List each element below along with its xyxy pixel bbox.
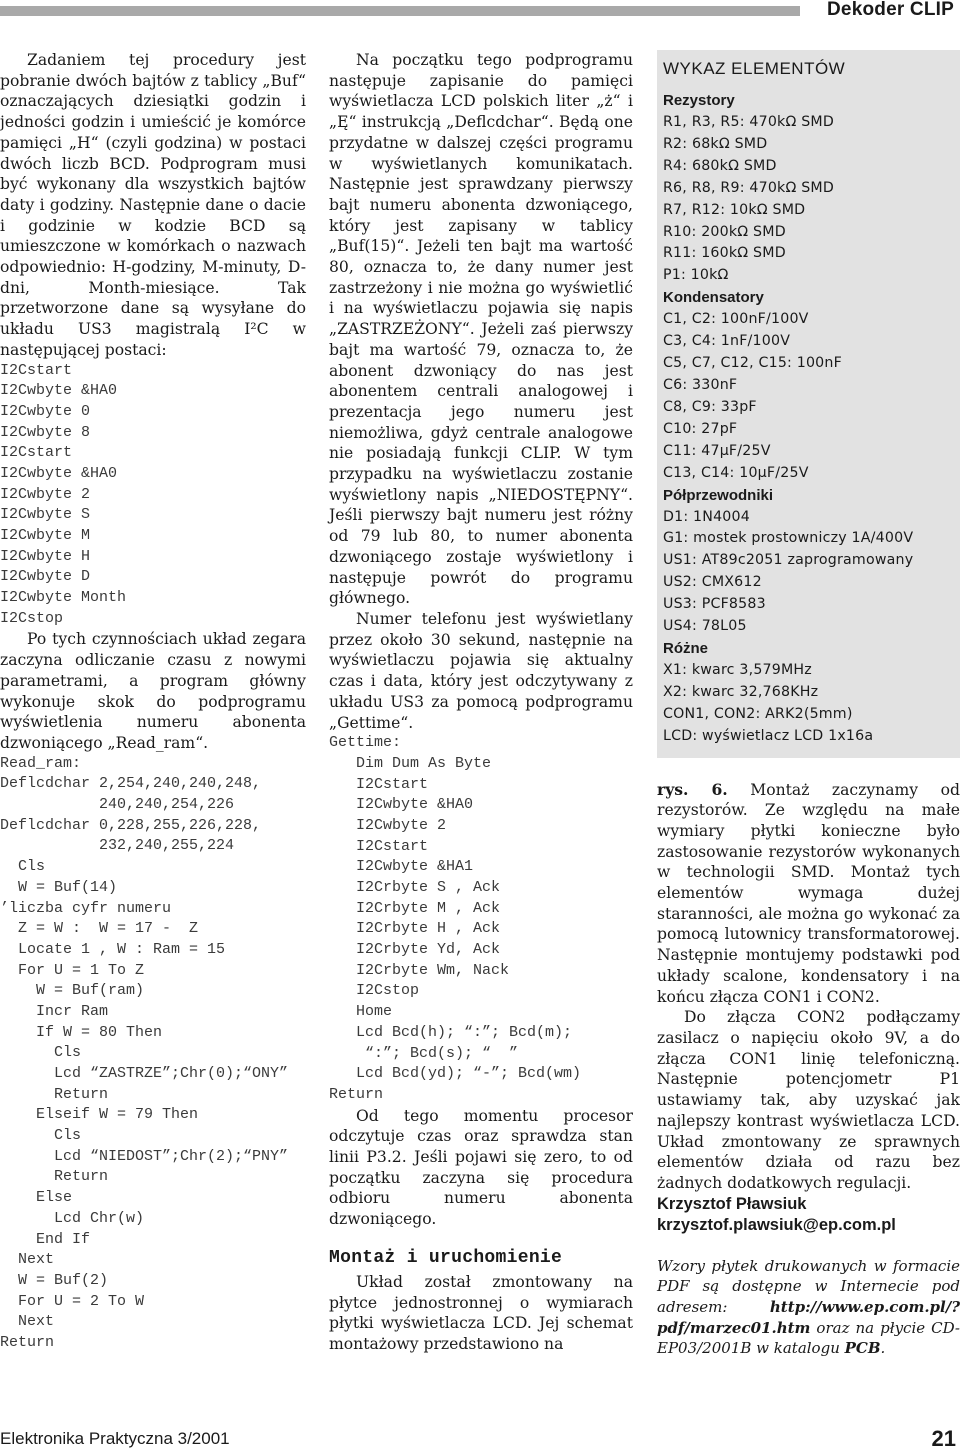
code-line: Else (0, 1189, 73, 1207)
parts-item: C10: 27pF (663, 420, 738, 437)
parts-item: R1, R3, R5: 470kΩ SMD (663, 114, 835, 130)
code-line: End If (0, 1230, 91, 1248)
note-url: http://www.ep.com.pl/?pdf/marzec01.htm (657, 1298, 960, 1337)
code-line: Lcd Bcd(yd); “-”; Bcd(wm) (329, 1065, 582, 1083)
code-line: Cls (0, 858, 46, 876)
note-dir: PCB (844, 1339, 881, 1358)
code-line: W = Buf(ram) (0, 982, 145, 1000)
parts-item: X1: kwarc 3,579MHz (663, 661, 812, 678)
code-line: Gettime: (329, 734, 402, 752)
pcb-download-note (657, 1256, 960, 1360)
code-line: I2Crbyte M , Ack (329, 899, 501, 917)
col2-paragraph-3: Od tego momentu procesor odczytuje czas oraz sprawdza stan linii P3.2. Jeśli pojawi się zero, to od początku zaczyna się procedura odbioru numeru abonenta dzwoniącego. (329, 1106, 633, 1229)
code-line: Next (0, 1313, 55, 1331)
code-line: I2Crbyte S , Ack (329, 879, 501, 897)
code-line: I2Crbyte Wm, Nack (329, 961, 510, 979)
code-line: I2Cwbyte &HA0 (0, 382, 118, 400)
author-name: Krzysztof Pławsiuk (657, 1194, 807, 1213)
col3-paragraph-2: Do złącza CON2 podłączamy zasilacz o napięciu około 9V, a do złącza CON1 linię telefoniczną. Następnie potencjometr P1 ustawiamy tak, aby uzyskać jak najlepszy kontrast wyświetlacza LCD. Układ zmontowany ze sprawnych elementów działa od razu bez żadnych dodatkowych regulacji. (657, 1008, 960, 1192)
code-line: 232,240,255,224 (0, 837, 235, 855)
code-line: Lcd “ZASTRZE”;Chr(0);“ONY” (0, 1065, 289, 1083)
code-line: Locate 1 , W : Ram = 15 (0, 940, 226, 958)
footer-magazine: Elektronika Praktyczna 3/2001 (0, 1429, 230, 1448)
parts-category: Różne (663, 639, 708, 657)
code-line: I2Cwbyte 0 (0, 402, 91, 420)
code-line: I2Cwbyte &HA1 (329, 858, 474, 876)
running-header-title: Dekoder CLIP (827, 0, 954, 20)
code-line: Incr Ram (0, 1002, 109, 1020)
parts-item: C8, C9: 33pF (663, 398, 757, 415)
code-line: I2Cstart (0, 444, 73, 462)
col1-paragraph-2: Po tych czynnościach układ zegara zaczyna odliczanie czasu z nowymi parametrami, a program główny wykonuje skok do podprogramu wyświetlenia numeru abonenta dzwoniącego „Read_ram“. (0, 630, 306, 752)
code-line: “:”; Bcd(s); “ ” (329, 1044, 519, 1062)
parts-item: LCD: wyświetlacz LCD 1x16a (663, 727, 874, 744)
parts-item: US4: 78L05 (663, 618, 747, 635)
col1-code-block-1 (0, 361, 306, 630)
parts-item: C5, C7, C12, C15: 100nF (663, 355, 842, 372)
parts-list-groups (663, 90, 954, 748)
figure-ref: rys. 6. (657, 779, 728, 799)
code-line: I2Cstart (329, 775, 429, 793)
column-3 (657, 50, 960, 1359)
code-line: Z = W : W = 17 - Z (0, 920, 199, 938)
code-line: Elseif W = 79 Then (0, 1106, 199, 1124)
code-line: Read_ram: (0, 754, 82, 772)
column-1 (0, 50, 306, 1354)
parts-item: P1: 10kΩ (663, 267, 729, 284)
code-line: Return (0, 1085, 109, 1103)
col3-paragraph-1 (657, 780, 960, 1008)
section-heading: Montaż i uruchomienie (329, 1247, 563, 1268)
code-line: Cls (0, 1127, 82, 1145)
parts-category: Kondensatory (663, 289, 764, 307)
parts-item: C11: 47µF/25V (663, 442, 771, 459)
parts-item: R10: 200kΩ SMD (663, 223, 786, 240)
column-2 (329, 50, 633, 1355)
code-line: I2Cstop (0, 609, 64, 627)
col2-code-block (329, 733, 633, 1105)
parts-item: CON1, CON2: ARK2(5mm) (663, 705, 853, 722)
parts-item: R4: 680kΩ SMD (663, 157, 777, 174)
code-line: I2Cstart (0, 361, 73, 379)
parts-item: US1: AT89c2051 zaprogramowany (663, 552, 914, 569)
code-line: Return (0, 1168, 109, 1186)
parts-item: C3, C4: 1nF/100V (663, 333, 791, 350)
code-line: I2Cwbyte 8 (0, 423, 91, 441)
parts-item: R6, R8, R9: 470kΩ SMD (663, 179, 835, 196)
parts-item: R7, R12: 10kΩ SMD (663, 201, 806, 218)
code-line: I2Cstart (329, 837, 429, 855)
parts-item: US2: CMX612 (663, 574, 762, 591)
parts-item: R11: 160kΩ SMD (663, 245, 786, 262)
code-line: If W = 80 Then (0, 1023, 163, 1041)
col2-paragraph-2: Numer telefonu jest wyświetlany przez około 30 sekund, następnie na wyświetlaczu pojawia się aktualny czas i data, który jest odczytywany z układu US3 za pomocą podprogramu „Gettime“. (329, 609, 633, 732)
note-text-2: oraz na płycie CD-EP03/2001B w katalogu (657, 1318, 960, 1358)
parts-category: Rezystory (663, 92, 735, 109)
code-line: Deflcdchar 0,228,255,226,228, (0, 816, 262, 834)
code-line: 240,240,254,226 (0, 796, 235, 814)
code-line: Deflcdchar 2,254,240,240,248, (0, 775, 262, 793)
footer-page-number: 21 (931, 1426, 956, 1451)
code-line: Lcd “NIEDOST”;Chr(2);“PNY” (0, 1147, 289, 1165)
parts-item: C6: 330nF (663, 376, 738, 393)
author-email: krzysztof.plawsiuk@ep.com.pl (657, 1215, 896, 1234)
code-line: I2Cwbyte M (0, 527, 91, 545)
code-line: I2Crbyte H , Ack (329, 920, 501, 938)
parts-category: Półprzewodniki (663, 486, 774, 504)
header-bar (0, 6, 800, 16)
code-line: Next (0, 1251, 55, 1269)
code-line: I2Cwbyte S (0, 506, 91, 524)
code-line: Home (329, 1003, 393, 1021)
code-line: I2Cwbyte &HA0 (329, 796, 474, 814)
parts-list-box (657, 50, 960, 758)
parts-item: C13, C14: 10µF/25V (663, 464, 809, 481)
code-line: Dim Dum As Byte (329, 754, 492, 772)
parts-item: D1: 1N4004 (663, 508, 750, 525)
code-line: For U = 2 To W (0, 1292, 145, 1310)
col2-paragraph-1: Na początku tego podprogramu następuje zapisanie do pamięci wyświetlacza LCD polskich liter „ż“ i „Ę“ instrukcją „Deflcdchar“. Będą one przydatne w dalszej części programu w wyświetlanych komunikatach. Następnie jest sprawdzany pierwszy bajt numeru abonenta dzwoniącego, który jest zapisany w tablicy „Buf(15)“. Jeżeli ten bajt ma wartość 80, oznacza to, że dany numer jest zastrzeżony i nie można go wyświetlić i na wyświetlaczu pojawia się napis „ZASTRZEŻONY“. Jeżeli zaś pierwszy bajt ma wartość 79, oznacza to, że abonent dzwoniący do nas jest abonentem centrali analogowej i prezentacja jego numeru jest niemożliwa, gdyż centrale analogowe nie posiadają funkcji CLIP. W tym przypadku na wyświetlaczu zostanie wyświetlony napis „NIEDOSTĘPNY“. Jeśli pierwszy bajt numeru jest różny od 79 lub 80, to numer abonenta dzwoniącego zostaje wyświetlony i następuje powrót do programu głównego. (329, 51, 633, 608)
code-line: I2Cwbyte Month (0, 589, 127, 607)
code-line: For U = 1 To Z (0, 961, 145, 979)
note-text-3: . (880, 1339, 886, 1358)
code-line: ’liczba cyfr numeru (0, 899, 172, 917)
code-line: I2Cwbyte 2 (0, 485, 91, 503)
col3-paragraph-1-text: Montaż zaczynamy od rezystorów. Ze względu na małe wymiary płytki konieczne było zastosowanie rezystorów wykonanych w technologii SMD. Montaż tych elementów wymaga dużej staranności, ale można go wykonać za pomocą lutownicy transformatorowej. Następnie montujemy podstawki pod układy scalone, kondensatory i na końcu złącza CON1 i CON2. (657, 780, 960, 1006)
code-line: I2Cwbyte H (0, 547, 91, 565)
col1-code-block-2 (0, 754, 306, 1354)
code-line: Return (0, 1333, 55, 1351)
code-line: W = Buf(2) (0, 1271, 109, 1289)
parts-item: X2: kwarc 32,768KHz (663, 683, 819, 700)
parts-list-title: WYKAZ ELEMENTÓW (663, 59, 846, 78)
col3-text (657, 780, 960, 1360)
code-line: I2Cwbyte D (0, 568, 91, 586)
code-line: I2Cwbyte &HA0 (0, 464, 118, 482)
parts-item: R2: 68kΩ SMD (663, 135, 768, 152)
code-line: W = Buf(14) (0, 878, 118, 896)
code-line: I2Cwbyte 2 (329, 816, 447, 834)
code-line: I2Cstop (329, 982, 420, 1000)
parts-item: G1: mostek prostowniczy 1A/400V (663, 530, 914, 547)
col1-paragraph-1: Zadaniem tej procedury jest pobranie dwóch bajtów z tablicy „Buf“ oznaczających dziesiątki godzin i jedności godzin i umieścić je komórce pamięci „H“ (czyli godzina) w postaci dwóch liczb BCD. Podprogram musi być wykonany dla wszystkich bajtów daty i godziny. Następnie dane o dacie i godzinie w kodzie BCD są umieszczone w komórkach o nazwach odpowiednio: H-godziny, M-minuty, D-dni, Month-miesiące. Tak przetworzone dane są wysyłane do układu US3 magistralą I²C w następującej postaci: (0, 51, 306, 359)
parts-item: US3: PCF8583 (663, 596, 766, 613)
note-text-1: Wzory płytek drukowanych w formacie PDF są dostępne w Internecie pod adresem: (657, 1256, 960, 1317)
code-line: Cls (0, 1044, 82, 1062)
code-line: Return (329, 1085, 384, 1103)
code-line: I2Crbyte Yd, Ack (329, 941, 501, 959)
parts-item: C1, C2: 100nF/100V (663, 311, 809, 328)
col2-paragraph-4: Układ został zmontowany na płytce jednostronnej o wymiarach płytki wyświetlacza LCD. Jej schemat montażowy przedstawiono na (329, 1272, 633, 1353)
code-line: Lcd Bcd(h); “:”; Bcd(m); (329, 1023, 573, 1041)
code-line: Lcd Chr(w) (0, 1209, 145, 1227)
